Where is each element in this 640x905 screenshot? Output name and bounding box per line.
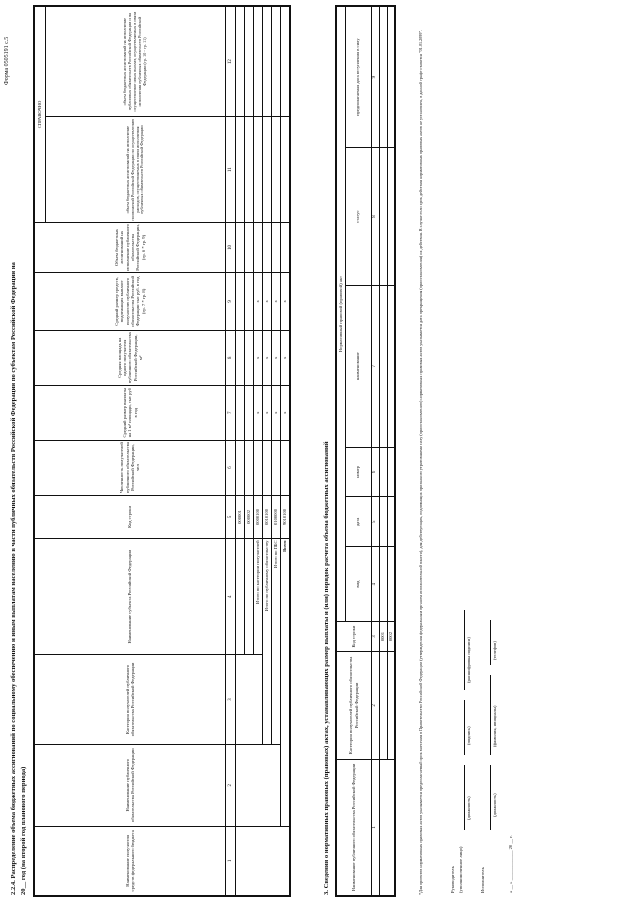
date-line: « __ » _____________ 20 __ г. (508, 835, 513, 893)
table-row (379, 6, 387, 896)
col-num: 12 (226, 6, 236, 117)
head-label: Руководитель (450, 866, 455, 893)
t3-header-number: номер (345, 447, 371, 497)
normative-acts-table (335, 5, 396, 897)
col-num: 11 (226, 117, 236, 223)
section-title-continued: 20__ год (на второй год планового периода) (20, 766, 27, 895)
col-header-avg-amount: Средний размер средств, подлежащих выплате получателю публичного обязательства Российской Федерации тыс руб. в год (гр. 7 * гр. 8) (34, 272, 226, 330)
total-label: Всего (281, 539, 290, 826)
x-mark: x (272, 330, 281, 385)
head-signature-caption: (подпись) (466, 726, 471, 745)
col-num: 1 (371, 759, 379, 896)
x-mark: x (272, 385, 281, 440)
row-code: 0001 (379, 622, 387, 652)
row-code: 0000100 (254, 495, 263, 539)
t3-header-effective-date: предполагаемая дата вступления в силу (345, 6, 371, 148)
executor-phone-line (490, 620, 491, 665)
column-numbers-row (226, 6, 236, 896)
executor-label: Исполнитель (480, 867, 485, 893)
main-distribution-table (33, 5, 291, 897)
col-header-avg-area: Средняя площадь на одного получателя публичного обязательства Российской Федерации, м² (34, 330, 226, 385)
t3-header-obligation: Наименование публичного обязательства Российской Федерации (336, 759, 371, 896)
t3-header-row-code: Код строки (336, 622, 371, 652)
t3-header-type: вид (345, 547, 371, 622)
t3-header-npa: Нормативный правовой (правовой) акт (336, 6, 345, 622)
t3-header-date: дата (345, 497, 371, 547)
col-num: 2 (371, 652, 379, 760)
col-num: 5 (371, 497, 379, 547)
col-num: 4 (371, 547, 379, 622)
executor-phone-caption: (телефон) (492, 641, 497, 660)
col-num: 4 (226, 539, 236, 655)
x-mark: x (263, 272, 272, 330)
head-signature-line (464, 700, 465, 755)
x-mark: x (272, 272, 281, 330)
row-code: 000002 (245, 495, 254, 539)
x-mark: x (281, 385, 290, 440)
col-num: 6 (371, 447, 379, 497)
head-sub-label: (уполномоченное лицо) (458, 846, 463, 893)
col-header-obligation: Наименование публичного обязательства Российской Федерации (34, 744, 226, 826)
row-code: 000001 (236, 495, 245, 539)
head-decoding-caption: (расшифровка подписи) (466, 637, 471, 683)
col-header-volume: Объем бюджетных ассигнований на исполнение публичного обязательства Российской Федерации, (гр. 6 * гр. 9) (34, 223, 226, 273)
t3-header-status: статус (345, 148, 371, 286)
col-header-ref-12: объем бюджетных ассигнований на исполнение публичных обязательств Российской Федерации и на осуществление иных выплат, осуществляемых в связи исполнения публичных обязательств Российской Федерации (гр. 10 - гр. 11) (46, 6, 226, 117)
row-code: 0002 (387, 622, 395, 652)
x-mark: x (281, 272, 290, 330)
head-position-caption: (должность) (466, 796, 471, 820)
form-label: Форма 0505191 с.5 (4, 36, 10, 85)
col-num: 1 (226, 826, 236, 896)
x-mark: x (254, 330, 263, 385)
col-num: 7 (371, 285, 379, 447)
t3-header-name: наименование (345, 285, 371, 447)
total-label: Итого по ПБС (272, 539, 281, 744)
total-label: Итого по категории получателей (254, 539, 263, 655)
grand-total-row (281, 6, 290, 896)
section3-title: 3. Сведения о нормативных правовых (правовых) актах, устанавливающих размер выплаты и (или) порядок расчета объема бюджетных ассигнований (323, 441, 330, 895)
x-mark: x (263, 385, 272, 440)
executor-fio-caption: (фамилия, инициалы) (492, 705, 497, 747)
col-header-category: Категория получателей публичного обязательства Российской Федерации (34, 655, 226, 745)
col-header-avg-payment: Средний размер выплаты на 1 м² площади, тыс руб в год (34, 385, 226, 440)
col-num: 6 (226, 440, 236, 495)
executor-position-line (490, 765, 491, 830)
x-mark: x (254, 272, 263, 330)
x-mark: x (263, 330, 272, 385)
col-header-subject: Наименование субъекта Российской Федерации (34, 539, 226, 655)
col-num: 2 (226, 744, 236, 826)
head-decoding-line (464, 610, 465, 690)
col-num: 9 (371, 6, 379, 148)
row-code: 0100000 (272, 495, 281, 539)
total-label: Итого по публичному обязательству (263, 539, 272, 744)
col-header-count: Численность получателей публичного обязательства Российской Федерации, чел (34, 440, 226, 495)
col-num: 8 (371, 148, 379, 286)
col-header-recipient: Наименование получателя средств федерального бюджета (34, 826, 226, 896)
col-num: 7 (226, 385, 236, 440)
footnote: *Для проектов нормативных правовых актов указывается предполагаемый срок внесения в Правительство Российской Федерации (утверждения федеральным органом исполнительной власти), для действующих, подлежащих признанию утратившими силу (приостановлению) нормативных правовых актов указывается дата прекращения (приостановления) их действия. В случае если срок действия нормативных правовых актов не установлен, в данной графе ставится "01.01.2099". (418, 29, 423, 895)
t3-header-category: Категория получателей публичного обязательства Российской Федерации (336, 652, 371, 760)
col-num: 9 (226, 272, 236, 330)
row-code: 9010100 (281, 495, 290, 539)
col-header-row-code: Код строки (34, 495, 226, 539)
col-num: 3 (226, 655, 236, 745)
t3-column-numbers-row (371, 6, 379, 896)
col-header-spravochno: СПРАВОЧНО (34, 6, 46, 223)
col-num: 3 (371, 622, 379, 652)
table-row (236, 6, 245, 896)
x-mark: x (281, 330, 290, 385)
head-position-line (464, 765, 465, 830)
col-num: 10 (226, 223, 236, 273)
executor-fio-line (490, 675, 491, 755)
section-title: 2.2.4. Распределение объема бюджетных ассигнований по социальному обеспечению и иным выплатам населению в части публичных обязательств Российской Федерации по субъектам Российской Федерации на (10, 262, 17, 895)
executor-position-caption: (должность) (492, 793, 497, 817)
col-header-ref-11: объем бюджетных ассигнований на исполнение полномочий Российской Федерации по осуществлению расходов, осуществляемых в связи исполнения публичных обязательств Российской Федерации (46, 117, 226, 223)
row-code: 0010100 (263, 495, 272, 539)
x-mark: x (254, 385, 263, 440)
col-num: 8 (226, 330, 236, 385)
col-num: 5 (226, 495, 236, 539)
